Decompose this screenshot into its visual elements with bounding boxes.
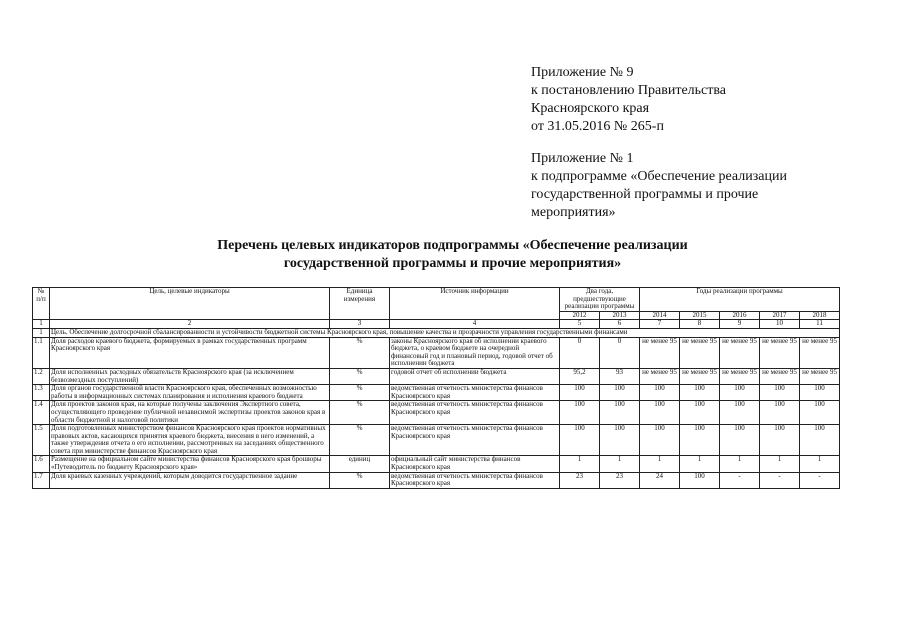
column-number: 8 bbox=[680, 320, 720, 329]
indicators-table bbox=[32, 287, 840, 489]
row-value: 100 bbox=[560, 425, 600, 456]
appendix-9-line-3: Красноярского края bbox=[531, 101, 650, 116]
row-value: 100 bbox=[800, 425, 840, 456]
row-source: ведомственная отчетность министерства финансов Красноярского края bbox=[390, 401, 560, 425]
appendix-1-line-1: Приложение № 1 bbox=[531, 151, 634, 166]
header-num: № п/п bbox=[33, 288, 50, 320]
row-value: 1 bbox=[720, 456, 760, 472]
row-unit: % bbox=[330, 368, 390, 384]
column-number: 1 bbox=[33, 320, 50, 329]
header-prev-years: Два года, предшествующие реализации программы bbox=[560, 288, 640, 312]
row-source: годовой отчет об исполнении бюджета bbox=[390, 368, 560, 384]
row-value: не менее 95 bbox=[720, 368, 760, 384]
row-value: не менее 95 bbox=[640, 337, 680, 368]
table-row bbox=[33, 425, 840, 456]
row-source: ведомственная отчетность министерства финансов Красноярского края bbox=[390, 425, 560, 456]
year-cell: 2017 bbox=[760, 311, 800, 320]
row-value: 93 bbox=[600, 368, 640, 384]
row-value: 100 bbox=[720, 401, 760, 425]
row-num: 1.3 bbox=[33, 385, 50, 401]
appendix-9-line-4: от 31.05.2016 № 265-п bbox=[531, 119, 664, 134]
column-number: 5 bbox=[560, 320, 600, 329]
table-header-row bbox=[33, 288, 840, 312]
row-value: 100 bbox=[760, 401, 800, 425]
row-unit: % bbox=[330, 425, 390, 456]
goal-text: Цель. Обеспечение долгосрочной сбалансированности и устойчивости бюджетной системы Красноярского края, повышение качества и прозрачности управления государственными финансами bbox=[50, 328, 840, 337]
table-row bbox=[33, 385, 840, 401]
row-value: - bbox=[800, 472, 840, 488]
table-row bbox=[33, 456, 840, 472]
year-cell: 2016 bbox=[720, 311, 760, 320]
row-source: ведомственная отчетность министерства финансов Красноярского края bbox=[390, 472, 560, 488]
column-number: 6 bbox=[600, 320, 640, 329]
header-unit: Единица измерения bbox=[330, 288, 390, 320]
row-unit: % bbox=[330, 385, 390, 401]
column-number: 9 bbox=[720, 320, 760, 329]
row-value: 100 bbox=[600, 425, 640, 456]
row-value: 1 bbox=[760, 456, 800, 472]
row-value: 100 bbox=[640, 425, 680, 456]
appendix-1-line-4: мероприятия» bbox=[531, 205, 616, 220]
row-value: 0 bbox=[600, 337, 640, 368]
header-source: Источник информации bbox=[390, 288, 560, 320]
row-value: не менее 95 bbox=[760, 368, 800, 384]
row-value: 100 bbox=[600, 401, 640, 425]
row-unit: % bbox=[330, 337, 390, 368]
row-value: не менее 95 bbox=[800, 368, 840, 384]
row-value: 100 bbox=[800, 385, 840, 401]
row-indicator: Доля проектов законов края, на которые получены заключения Экспертного совета, осуществляющего проведение публичной независимой экспертизы проектов законов края в области бюджетной и налоговой политики bbox=[50, 401, 330, 425]
row-unit: единиц bbox=[330, 456, 390, 472]
appendix-9-line-1: Приложение № 9 bbox=[531, 65, 634, 80]
row-indicator: Доля подготовленных министерством финансов Красноярского края проектов нормативных правовых актов, касающихся принятия краевого бюджета, внесения в него изменений, а также утверждения отчета о его исполнении, рассмотренных на заседаниях общественного совета при министерстве финансов Красноярского края bbox=[50, 425, 330, 456]
row-num: 1.7 bbox=[33, 472, 50, 488]
row-value: 100 bbox=[680, 472, 720, 488]
year-cell: 2013 bbox=[600, 311, 640, 320]
row-source: ведомственная отчетность министерства финансов Красноярского края bbox=[390, 385, 560, 401]
table-row bbox=[33, 472, 840, 488]
row-value: не менее 95 bbox=[720, 337, 760, 368]
column-number: 7 bbox=[640, 320, 680, 329]
row-num: 1.6 bbox=[33, 456, 50, 472]
row-value: - bbox=[720, 472, 760, 488]
goal-num: 1 bbox=[33, 328, 50, 337]
row-source: официальный сайт министерства финансов Красноярского края bbox=[390, 456, 560, 472]
year-cell: 2012 bbox=[560, 311, 600, 320]
table-row bbox=[33, 368, 840, 384]
document-title bbox=[0, 237, 905, 273]
row-value: не менее 95 bbox=[800, 337, 840, 368]
row-value: 23 bbox=[560, 472, 600, 488]
row-unit: % bbox=[330, 401, 390, 425]
header-impl-years: Годы реализации программы bbox=[640, 288, 840, 312]
column-number: 2 bbox=[50, 320, 330, 329]
row-num: 1.2 bbox=[33, 368, 50, 384]
row-value: 100 bbox=[640, 401, 680, 425]
row-value: 100 bbox=[760, 425, 800, 456]
document-title-line-1: Перечень целевых индикаторов подпрограммы «Обеспечение реализации bbox=[217, 238, 688, 253]
row-value: 100 bbox=[560, 401, 600, 425]
row-indicator: Доля исполненных расходных обязательств Красноярского края (за исключением безвозмездных поступлений) bbox=[50, 368, 330, 384]
row-value: 100 bbox=[760, 385, 800, 401]
appendix-1-line-3: государственной программы и прочие bbox=[531, 187, 759, 202]
row-value: 100 bbox=[720, 385, 760, 401]
header-goal: Цель, целевые индикаторы bbox=[50, 288, 330, 320]
row-indicator: Доля краевых казенных учреждений, которым доводится государственное задание bbox=[50, 472, 330, 488]
row-num: 1.1 bbox=[33, 337, 50, 368]
row-value: не менее 95 bbox=[640, 368, 680, 384]
appendix-1-line-2: к подпрограмме «Обеспечение реализации bbox=[531, 169, 787, 184]
year-cell: 2018 bbox=[800, 311, 840, 320]
table-row bbox=[33, 337, 840, 368]
row-value: - bbox=[760, 472, 800, 488]
row-value: 100 bbox=[680, 401, 720, 425]
row-value: 100 bbox=[640, 385, 680, 401]
row-value: 0 bbox=[560, 337, 600, 368]
column-number: 4 bbox=[390, 320, 560, 329]
row-value: 100 bbox=[560, 385, 600, 401]
row-num: 1.4 bbox=[33, 401, 50, 425]
appendix-9-line-2: к постановлению Правительства bbox=[531, 83, 727, 98]
row-value: 100 bbox=[800, 401, 840, 425]
row-value: 1 bbox=[800, 456, 840, 472]
year-cell: 2014 bbox=[640, 311, 680, 320]
row-value: 23 bbox=[600, 472, 640, 488]
goal-row bbox=[33, 328, 840, 337]
row-value: 100 bbox=[720, 425, 760, 456]
row-source: законы Красноярского края об исполнении краевого бюджета, о краевом бюджете на очередной финансовый год и плановый период, годовой отчет об исполнении бюджета bbox=[390, 337, 560, 368]
table-row bbox=[33, 401, 840, 425]
row-value: 100 bbox=[680, 385, 720, 401]
appendix-1-header bbox=[531, 150, 787, 222]
row-value: 1 bbox=[680, 456, 720, 472]
row-value: не менее 95 bbox=[680, 337, 720, 368]
row-value: 24 bbox=[640, 472, 680, 488]
row-indicator: Доля органов государственной власти Красноярского края, обеспеченных возможностью работы в информационных системах планирования и исполнения краевого бюджета bbox=[50, 385, 330, 401]
document-title-line-2: государственной программы и прочие мероприятия» bbox=[283, 256, 622, 271]
row-value: 1 bbox=[600, 456, 640, 472]
column-number: 10 bbox=[760, 320, 800, 329]
row-value: 95,2 bbox=[560, 368, 600, 384]
column-number-row bbox=[33, 320, 840, 329]
row-value: 100 bbox=[680, 425, 720, 456]
row-indicator: Доля расходов краевого бюджета, формируемых в рамках государственных программ Красноярского края bbox=[50, 337, 330, 368]
row-num: 1.5 bbox=[33, 425, 50, 456]
row-unit: % bbox=[330, 472, 390, 488]
row-value: 100 bbox=[600, 385, 640, 401]
column-number: 3 bbox=[330, 320, 390, 329]
row-value: не менее 95 bbox=[760, 337, 800, 368]
row-indicator: Размещение на официальном сайте министерства финансов Красноярского края брошюры «Путеводитель по бюджету Красноярского края» bbox=[50, 456, 330, 472]
row-value: 1 bbox=[640, 456, 680, 472]
column-number: 11 bbox=[800, 320, 840, 329]
year-cell: 2015 bbox=[680, 311, 720, 320]
row-value: не менее 95 bbox=[680, 368, 720, 384]
row-value: 1 bbox=[560, 456, 600, 472]
appendix-9-header bbox=[531, 64, 726, 136]
